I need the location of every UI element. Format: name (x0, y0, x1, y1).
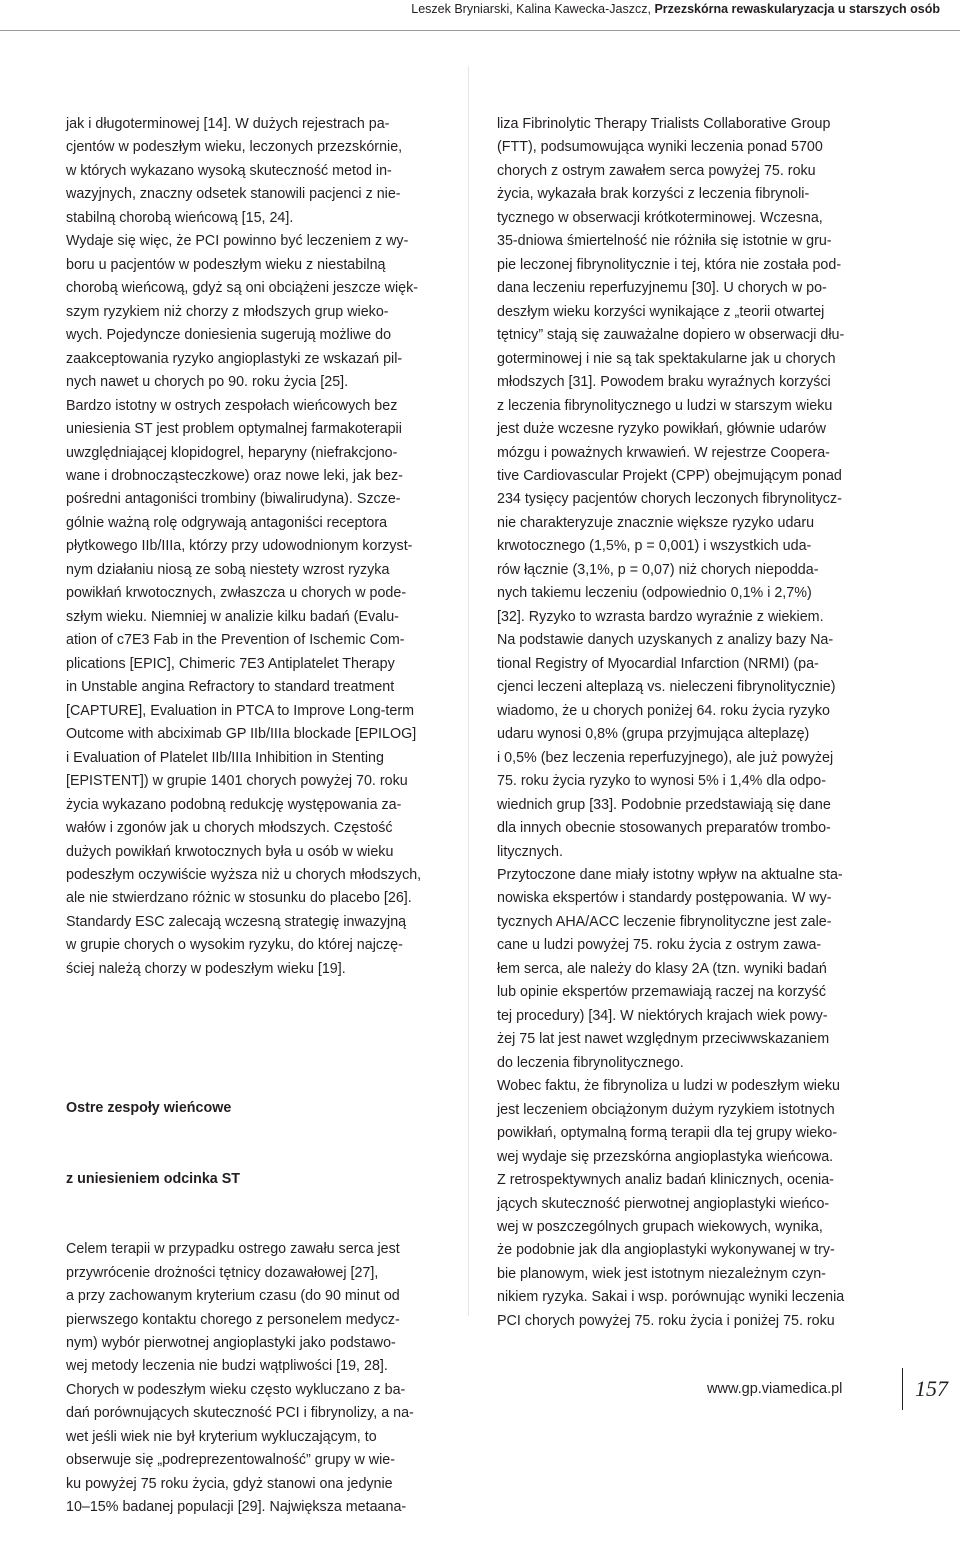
text-line: nym działaniu niosą ze sobą niestety wzrost ryzyka (66, 561, 390, 578)
text-line: plications [EPIC], Chimeric 7E3 Antiplatelet Therapy (66, 655, 395, 672)
text-line: ation of c7E3 Fab in the Prevention of Ischemic Com- (66, 632, 405, 649)
text-line: młodszych [31]. Powodem braku wyraźnych korzyści (497, 374, 831, 391)
text-line: chorych z ostrym zawałem serca powyżej 75. roku (497, 162, 816, 179)
text-line: jak i długoterminowej [14]. W dużych rejestrach pa- (66, 115, 390, 132)
text-line: łem serca, ale należy do klasy 2A (tzn. wyniki badań (497, 960, 827, 977)
text-line: dla innych obecnie stosowanych preparatów trombo- (497, 820, 831, 837)
text-line: cane u ludzi powyżej 75. roku życia z ostrym zawa- (497, 937, 822, 954)
footer-url: www.gp.viamedica.pl (707, 1381, 843, 1397)
text-line: [CAPTURE], Evaluation in PTCA to Improve Long-term (66, 702, 415, 719)
text-line: że podobnie jak dla angioplastyki wykonywanej w try- (497, 1242, 835, 1259)
text-line: tycznych AHA/ACC leczenie fibrynolityczne jest zale- (497, 913, 832, 930)
text-line: PCI chorych powyżej 75. roku życia i poniżej 75. roku (497, 1312, 835, 1329)
text-line: przywrócenie drożności tętnicy dozawałowej [27], (66, 1264, 379, 1281)
text-line: goterminowej i nie są tak spektakularne jak u chorych (497, 350, 836, 367)
left-section-body (66, 1238, 446, 1520)
text-line: gólnie ważną rolę odgrywają antagoniści receptora (66, 514, 388, 531)
text-line: cjentów w podeszłym wieku, leczonych przezskórnie, (66, 139, 403, 156)
text-line: Celem terapii w przypadku ostrego zawału serca jest (66, 1241, 400, 1258)
text-line: powikłań krwotocznych, zwłaszcza u chorych w pode- (66, 585, 407, 602)
text-line: uwzględniającej klopidogrel, heparyny (niefrakcjono- (66, 444, 398, 461)
text-line: mózgu i poważnych krwawień. W rejestrze Coopera- (497, 444, 830, 461)
text-line: Z retrospektywnych analiz badań klinicznych, ocenia- (497, 1172, 834, 1189)
text-line: stabilną chorobą wieńcową [15, 24]. (66, 209, 294, 226)
text-line: jących skuteczność pierwotnej angioplastyki wieńco- (497, 1195, 830, 1212)
text-line: uniesienia ST jest problem optymalnej farmakoterapii (66, 421, 402, 438)
text-line: 10–15% badanej populacji [29]. Największa metaana- (66, 1499, 407, 1516)
text-line: pierwszego kontaktu chorego z personelem medycz- (66, 1311, 400, 1328)
text-line: lub opinie ekspertów przemawiają raczej na korzyść (497, 984, 826, 1001)
text-line: obserwuje się „podreprezentowalność” grupy w wie- (66, 1452, 395, 1469)
text-line: w których wykazano wysoką skuteczność metod in- (66, 162, 392, 179)
left-column (66, 66, 446, 1543)
text-line: życia wykazano podobną redukcję występowania za- (66, 796, 402, 813)
text-line: Wydaje się więc, że PCI powinno być leczeniem z wy- (66, 233, 409, 250)
text-line: ściej należą chorzy w podeszłym wieku [19]. (66, 960, 346, 977)
text-line: 75. roku życia ryzyko to wynosi 5% i 1,4% dla odpo- (497, 773, 826, 790)
text-line: 35-dniowa śmiertelność nie różniła się istotnie w gru- (497, 233, 832, 250)
text-line: nych takiemu leczeniu (odpowiednio 0,1% i 2,7%) (497, 585, 812, 602)
text-line: deszłym wieku korzyści wynikające z „teorii otwartej (497, 303, 825, 320)
text-line: jest duże wczesne ryzyko powikłań, głównie udarów (497, 421, 826, 438)
text-line: pośredni antagoniści trombiny (biwalirudyna). Szcze- (66, 491, 401, 508)
header-text (411, 0, 940, 18)
text-line: i 0,5% (bez leczenia reperfuzyjnego), ale już powyżej (497, 749, 834, 766)
text-line: [32]. Ryzyko to wzrasta bardzo wyraźnie z wiekiem. (497, 608, 824, 625)
text-line: z leczenia fibrynolitycznego u ludzi w starszym wieku (497, 397, 833, 414)
text-line: wet jeśli wiek nie był kryterium wykluczającym, to (66, 1428, 377, 1445)
text-line: Bardzo istotny w ostrych zespołach wieńcowych bez (66, 397, 398, 414)
text-line: wazyjnych, znaczny odsetek stanowili pacjenci z nie- (66, 186, 401, 203)
text-line: i Evaluation of Platelet IIb/IIIa Inhibition in Stenting (66, 749, 384, 766)
text-line: ale nie stwierdzano różnic w stosunku do placebo [26]. (66, 890, 412, 907)
left-paragraph-block (66, 113, 446, 981)
text-line: udaru wynosi 0,8% (grupa przyjmująca alteplazę) (497, 726, 810, 743)
text-line: szłym wieku. Niemniej w analizie kilku badań (Evalu- (66, 608, 399, 625)
text-line: boru u pacjentów w podeszłym wieku z niestabilną (66, 256, 386, 273)
text-line: wane i drobnocząsteczkowe) oraz nowe leki, jak bez- (66, 468, 403, 484)
text-line: do leczenia fibrynolitycznego. (497, 1054, 684, 1071)
text-line: Outcome with abciximab GP IIb/IIIa blockade [EPILOG] (66, 726, 417, 743)
section-heading-line-1: Ostre zespoły wieńcowe (66, 1100, 232, 1117)
text-line: zaakceptowania ryzyko angioplastyki ze wskazań pil- (66, 350, 403, 367)
text-line: wiednich grup [33]. Podobnie przedstawiają się dane (497, 796, 831, 813)
text-line: w grupie chorych o wysokim ryzyku, do której najczę- (66, 937, 403, 954)
text-line: powikłań, optymalną formą terapii dla tej grupy wieko- (497, 1125, 838, 1142)
text-line: chorobą wieńcową, gdyż są oni obciążeni jeszcze więk- (66, 280, 419, 297)
section-spacer (66, 1028, 446, 1050)
text-line: szym ryzykiem niż chorzy z młodszych grup wieko- (66, 303, 389, 320)
footer-divider (902, 1368, 903, 1410)
text-line: ku powyżej 75 roku życia, gdyż stanowi ona jedynie (66, 1475, 393, 1492)
text-line: tej procedury) [34]. W niektórych krajach wiek powy- (497, 1007, 828, 1024)
text-line: wałów i zgonów jak u chorych młodszych. Częstość (66, 820, 393, 837)
text-line: płytkowego IIb/IIIa, którzy przy udowodnionym korzyst- (66, 538, 413, 555)
text-line: litycznych. (497, 843, 563, 860)
text-line: liza Fibrinolytic Therapy Trialists Collaborative Group (497, 115, 831, 132)
text-line: Przytoczone dane miały istotny wpływ na aktualne sta- (497, 866, 843, 883)
text-line: Chorych w podeszłym wieku często wykluczano z ba- (66, 1381, 406, 1398)
text-line: dań porównujących skuteczność PCI i fibrynolizy, a na- (66, 1405, 414, 1422)
text-line: nie charakteryzuje znacznie większe ryzyko udaru (497, 514, 815, 531)
text-line: nym) wybór pierwotnej angioplastyki jako podstawo- (66, 1335, 396, 1351)
text-line: rów łącznie (3,1%, p = 0,07) niż chorych niepodda- (497, 561, 819, 578)
right-paragraph-block (497, 113, 877, 1333)
text-line: pie leczonej fibrynolitycznie i tej, która nie została pod- (497, 256, 842, 273)
text-line: Na podstawie danych uzyskanych z analizy bazy Na- (497, 632, 834, 649)
text-line: tive Cardiovascular Projekt (CPP) obejmującym ponad (497, 468, 842, 484)
text-line: podeszłym oczywiście wyższa niż u chorych młodszych, (66, 866, 422, 883)
text-line: in Unstable angina Refractory to standard treatment (66, 679, 395, 696)
running-header (0, 0, 960, 31)
right-column (497, 66, 877, 1357)
text-line: żej 75 lat jest nawet względnym przeciwwskazaniem (497, 1031, 830, 1048)
text-line: nowiska ekspertów i standardy postępowania. W wy- (497, 890, 832, 907)
text-line: 234 tysięcy pacjentów chorych leczonych fibrynolitycz- (497, 491, 842, 508)
text-line: (FTT), podsumowująca wyniki leczenia ponad 5700 (497, 139, 823, 156)
text-line: krwotocznego (1,5%, p = 0,001) i wszystkich uda- (497, 538, 812, 555)
text-line: nych nawet u chorych po 90. roku życia [25]. (66, 374, 349, 391)
header-article-title: Przezskórna rewaskularyzacja u starszych osób (654, 2, 940, 16)
text-line: [EPISTENT]) w grupie 1401 chorych powyżej 70. roku (66, 773, 408, 790)
text-line: wej wydaje się przezskórna angioplastyka wieńcowa. (497, 1148, 834, 1165)
page-number: 157 (915, 1376, 948, 1401)
text-line: wiadomo, że u chorych poniżej 64. roku życia ryzyko (497, 702, 830, 719)
text-line: cjenci leczeni alteplazą vs. nieleczeni fibrynolitycznie) (497, 679, 836, 696)
text-line: tycznego w obserwacji krótkoterminowej. Wczesna, (497, 209, 823, 226)
header-authors: Leszek Bryniarski, Kalina Kawecka-Jaszcz, (411, 2, 651, 16)
section-heading-line-2: z uniesieniem odcinka ST (66, 1170, 240, 1187)
text-line: a przy zachowanym kryterium czasu (do 90 minut od (66, 1288, 400, 1305)
text-line: Standardy ESC zalecają wczesną strategię inwazyjną (66, 913, 407, 930)
text-line: Wobec faktu, że fibrynoliza u ludzi w podeszłym wieku (497, 1078, 841, 1095)
text-line: nikiem ryzyka. Sakai i wsp. porównując wyniki leczenia (497, 1289, 845, 1306)
text-line: jest leczeniem obciążonym dużym ryzykiem istotnych (497, 1101, 835, 1118)
text-line: tional Registry of Myocardial Infarction (NRMI) (pa- (497, 655, 819, 672)
text-line: wej metody leczenia nie budzi wątpliwości [19, 28]. (66, 1358, 388, 1375)
text-line: bie planowym, wiek jest istotnym niezależnym czyn- (497, 1265, 826, 1282)
text-line: tętnicy” stają się zauważalne dopiero w obserwacji dłu- (497, 327, 845, 344)
text-line: życia, wykazała brak korzyści z leczenia fibrynoli- (497, 186, 810, 203)
text-line: dana leczeniu reperfuzyjnemu [30]. U chorych w po- (497, 280, 827, 297)
column-divider (468, 66, 469, 1316)
text-line: wych. Pojedyncze doniesienia sugerują możliwe do (66, 327, 392, 344)
text-line: wej w poszczególnych grupach wiekowych, wynika, (497, 1219, 823, 1235)
text-line: dużych powikłań krwotocznych była u osób w wieku (66, 843, 394, 860)
